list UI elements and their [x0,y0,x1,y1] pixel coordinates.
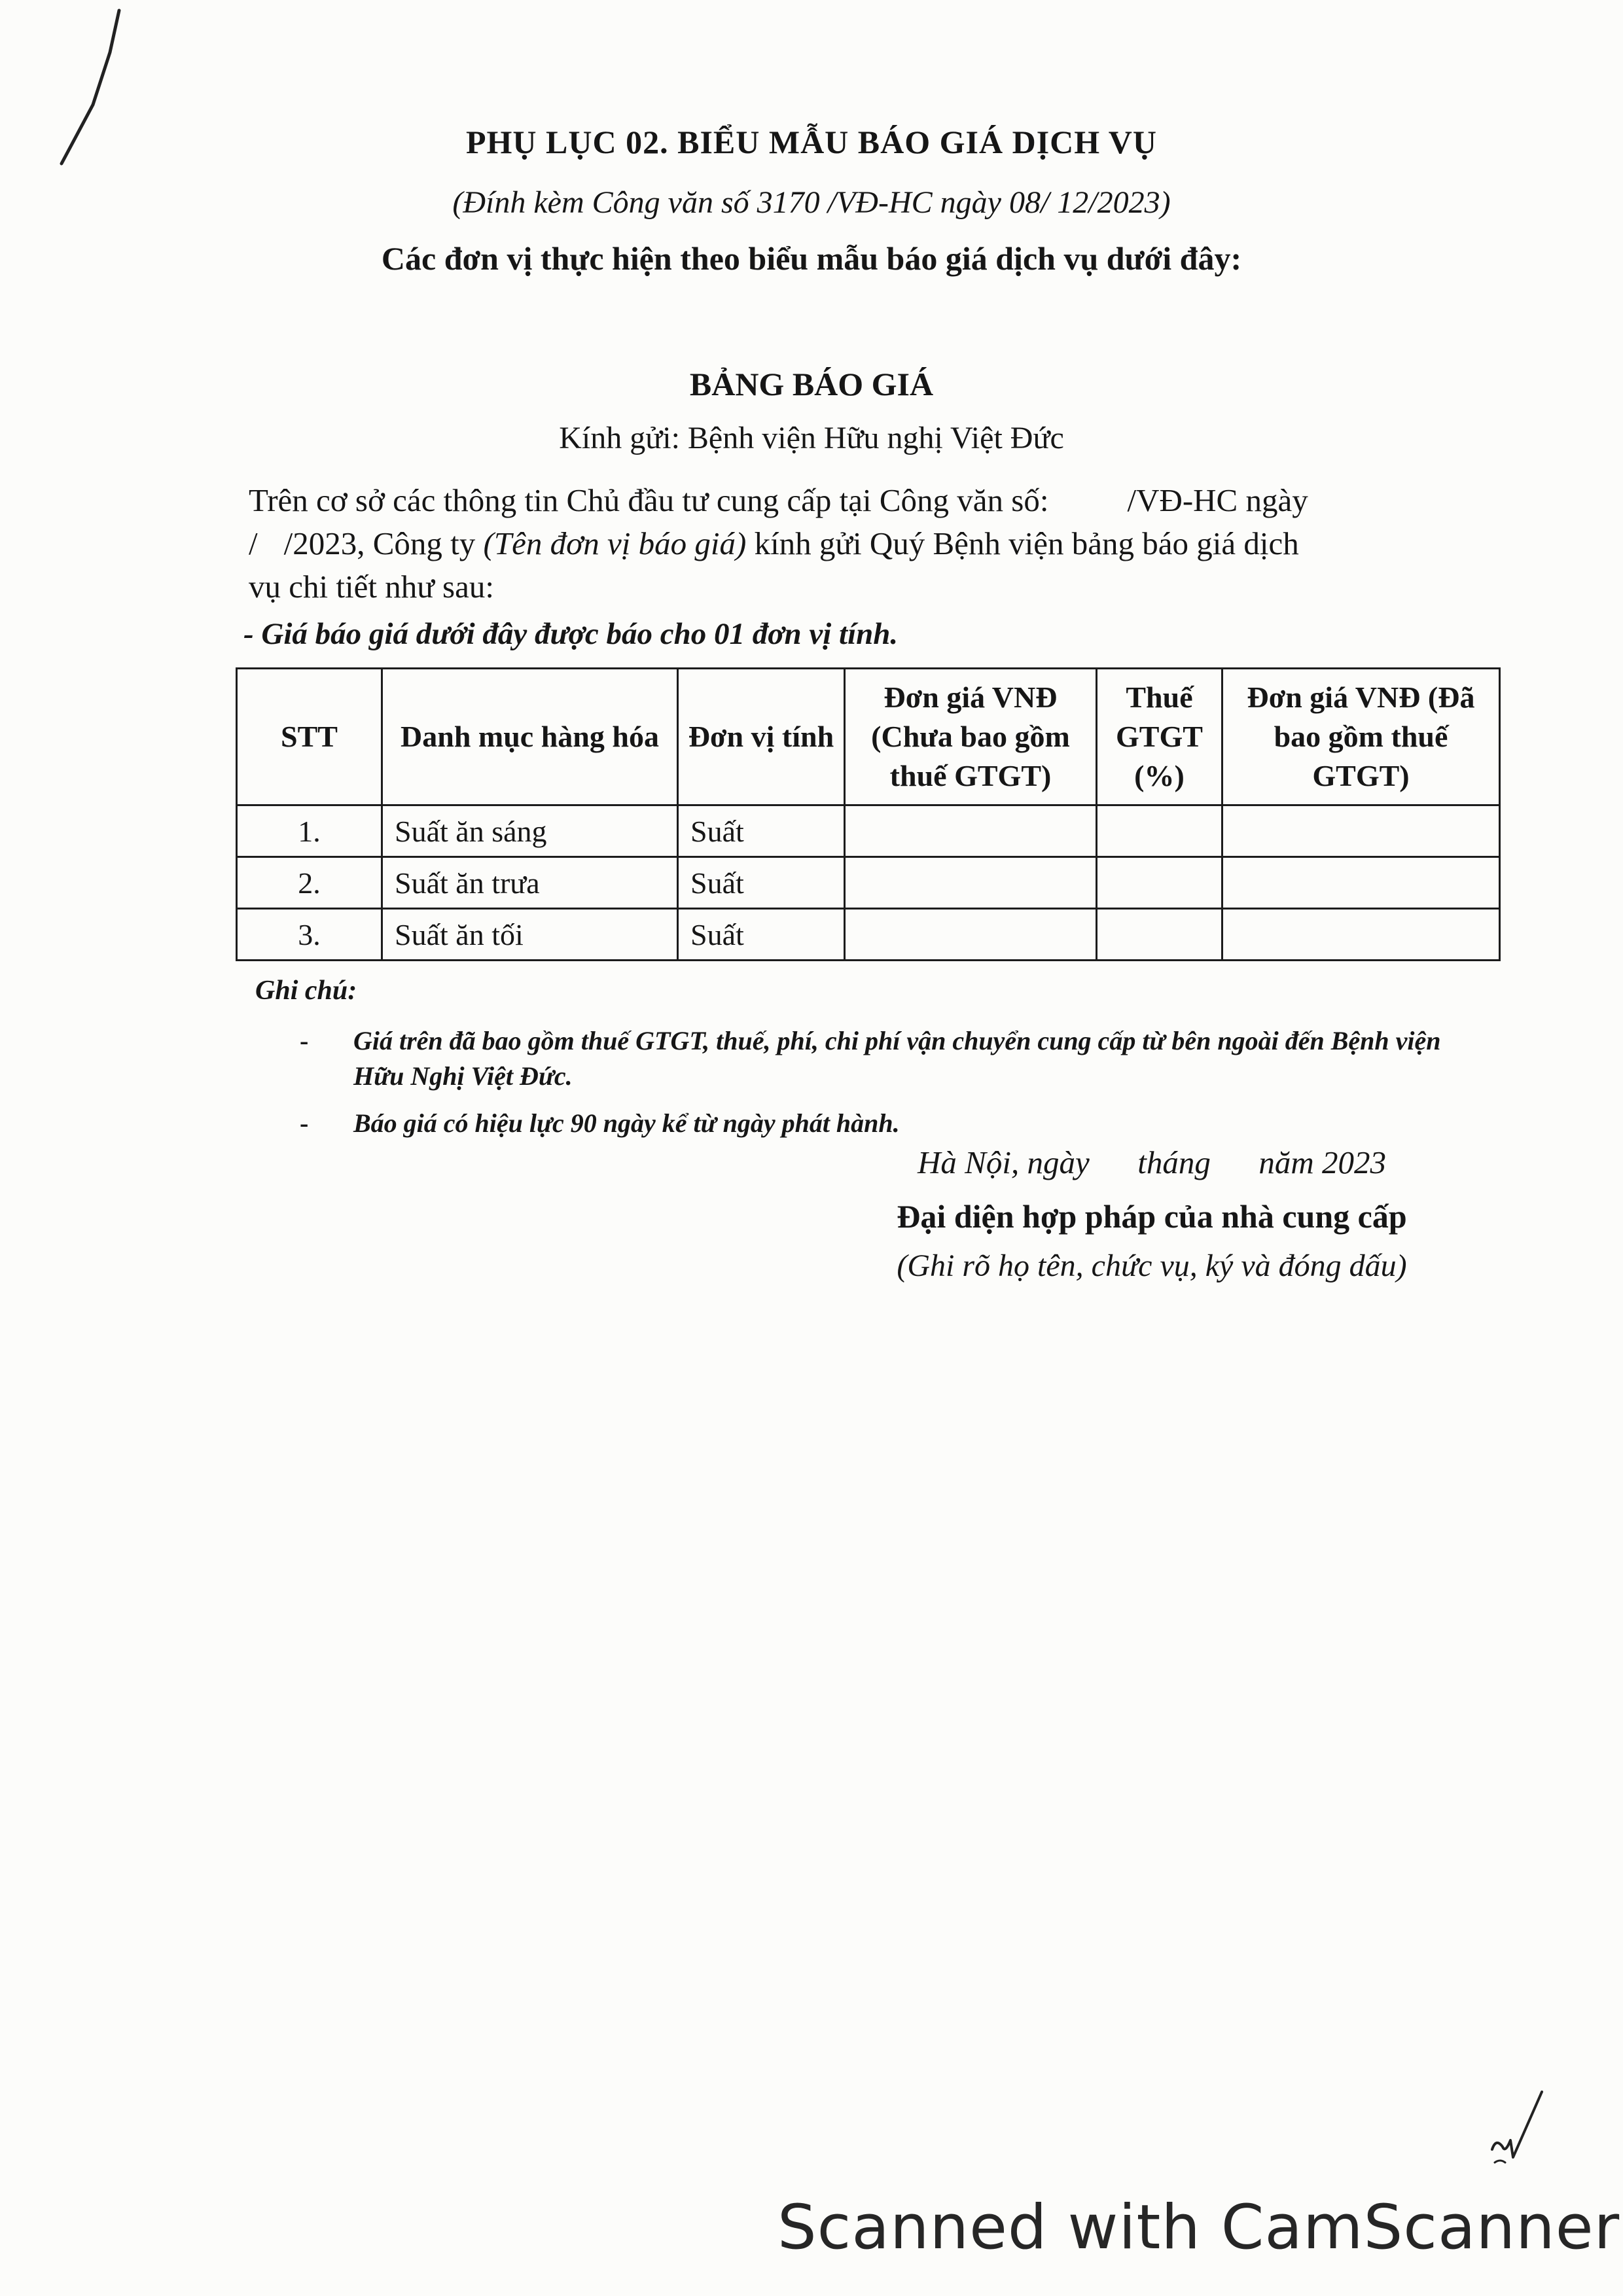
header-vat-rate: Thuế GTGT (%) [1097,669,1222,805]
intro-line-1: Trên cơ sở các thông tin Chủ đầu tư cung cấp tại Công văn số: /VĐ-HC ngày [249,482,1308,518]
cell-vat-rate[interactable] [1097,909,1222,961]
header-stt: STT [237,669,382,805]
attachment-reference: (Đính kèm Công văn số 3170 /VĐ-HC ngày 08/ 12/2023) [452,185,1171,220]
header-item: Danh mục hàng hóa [382,669,678,805]
company-placeholder: (Tên đơn vị báo giá) [483,525,747,561]
cell-unit: Suất [678,857,845,909]
signature-role: Đại diện hợp pháp của nhà cung cấp [897,1198,1407,1235]
cell-stt: 1. [237,805,382,857]
price-unit-note: - Giá báo giá dưới đây được báo cho 01 đơn vị tính. [243,617,899,651]
notes-list [255,1023,1486,1141]
cell-price-excl-vat[interactable] [845,909,1097,961]
quote-title: BẢNG BÁO GIÁ [689,366,934,402]
cell-price-incl-vat[interactable] [1222,857,1500,909]
cell-stt: 3. [237,909,382,961]
note-bullet: - [300,1026,309,1055]
cell-vat-rate[interactable] [1097,805,1222,857]
signature-hint: (Ghi rõ họ tên, chức vụ, ký và đóng dấu) [897,1248,1407,1283]
instruction-line: Các đơn vị thực hiện theo biểu mẫu báo giá dịch vụ dưới đây: [381,240,1242,277]
cell-item: Suất ăn sáng [382,805,678,857]
handwritten-initials-mark [1486,2084,1558,2169]
cell-price-incl-vat[interactable] [1222,909,1500,961]
cell-price-excl-vat[interactable] [845,857,1097,909]
table-row [237,805,1500,857]
note-item: - Báo giá có hiệu lực 90 ngày kể từ ngày phát hành. [255,1106,1486,1141]
intro-line-2: / /2023, Công ty (Tên đơn vị báo giá) kính gửi Quý Bệnh viện bảng báo giá dịch [249,525,1299,561]
cell-vat-rate[interactable] [1097,857,1222,909]
cell-item: Suất ăn tối [382,909,678,961]
note-bullet: - [300,1108,309,1138]
recipient-line: Kính gửi: Bệnh viện Hữu nghị Việt Đức [559,421,1064,455]
cell-price-excl-vat[interactable] [845,805,1097,857]
price-quote-table [236,667,1501,961]
appendix-title: PHỤ LỤC 02. BIỂU MẪU BÁO GIÁ DỊCH VỤ [466,124,1157,160]
scanner-watermark: Scanned with CamScanner [777,2192,1620,2263]
table-header-row [237,669,1500,805]
intro-line-3: vụ chi tiết như sau: [249,569,494,605]
header-price-excl-vat: Đơn giá VNĐ (Chưa bao gồm thuế GTGT) [845,669,1097,805]
header-price-incl-vat: Đơn giá VNĐ (Đã bao gồm thuế GTGT) [1222,669,1500,805]
signature-date-line: Hà Nội, ngày tháng năm 2023 [918,1144,1386,1180]
intro-paragraph [249,479,1446,609]
header-unit: Đơn vị tính [678,669,845,805]
table-row [237,857,1500,909]
cell-unit: Suất [678,805,845,857]
cell-price-incl-vat[interactable] [1222,805,1500,857]
cell-item: Suất ăn trưa [382,857,678,909]
table-row [237,909,1500,961]
notes-label: Ghi chú: [255,976,357,1006]
cell-stt: 2. [237,857,382,909]
cell-unit: Suất [678,909,845,961]
notes-section [255,975,1486,1153]
note-item: - Giá trên đã bao gồm thuế GTGT, thuế, phí, chi phí vận chuyển cung cấp từ bên ngoài đến Bệnh viện Hữu Nghị Việt Đức. [255,1023,1486,1094]
